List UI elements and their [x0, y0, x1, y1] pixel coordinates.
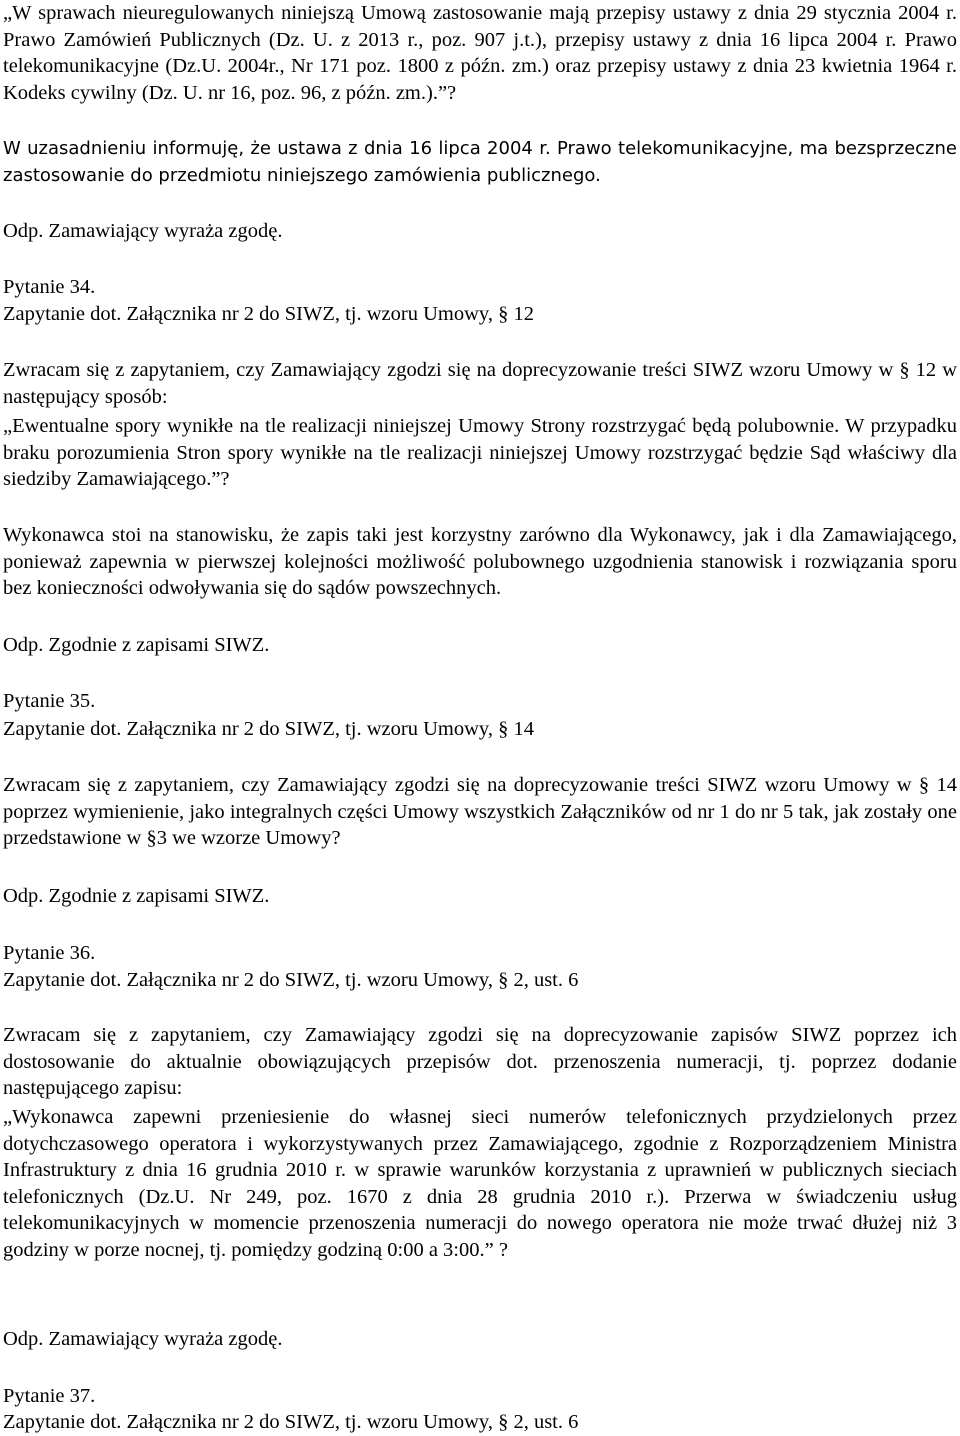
question-34-position: Wykonawca stoi na stanowisku, że zapis taki jest korzystny zarówno dla Wykonawcy, jak i dla Zamawiającego, ponieważ zapewnia w pierwszej kolejności możliwość polubownego uzgodnienia stanowisk i rozwiązania sporu bez konieczności odwoływania się do sądów powszechnych. [3, 524, 957, 599]
question-35-reference: Zapytanie dot. Załącznika nr 2 do SIWZ, tj. wzoru Umowy, § 14 [3, 718, 534, 740]
question-36-quote: „Wykonawca zapewni przeniesienie do własnej sieci numerów telefonicznych przydzielonych przez dotychczasowego operatora i wykorzystywanych przez Zamawiającego, zgodnie z Rozporządzeniem Ministra Infrastruktury z dnia 16 grudnia 2010 r. w sprawie warunków korzystania z uprawnień w publicznych sieciach telefonicznych (Dz.U. Nr 249, poz. 1670 z dnia 28 grudnia 2010 r.). Przerwa w świadczeniu usług telekomunikacyjnych w momencie przenoszenia numeracji do nowego operatora nie może trwać dłużej niż 3 godziny w porze nocnej, tj. pomiędzy godziną 0:00 a 3:00.” ? [3, 1106, 957, 1261]
answer-35: Odp. Zgodnie z zapisami SIWZ. [3, 885, 270, 907]
question-34-reference: Zapytanie dot. Załącznika nr 2 do SIWZ, tj. wzoru Umowy, § 12 [3, 303, 534, 325]
question-35-body: Zwracam się z zapytaniem, czy Zamawiający zgodzi się na doprecyzowanie treści SIWZ wzoru Umowy w § 14 poprzez wymienienie, jako integralnych części Umowy wszystkich Załączników od nr 1 do nr 5 tak, jak zostały one przedstawione w §3 we wzorze Umowy? [3, 774, 957, 849]
question-36-title: Pytanie 36. [3, 942, 96, 964]
answer-33: Odp. Zamawiający wyraża zgodę. [3, 220, 283, 242]
question-37-title: Pytanie 37. [3, 1385, 96, 1407]
question-34-title: Pytanie 34. [3, 276, 96, 298]
question-35-title: Pytanie 35. [3, 690, 96, 712]
question-34-body: Zwracam się z zapytaniem, czy Zamawiający zgodzi się na doprecyzowanie treści SIWZ wzoru Umowy w § 12 w następujący sposób: [3, 359, 957, 408]
question-34-quote: „Ewentualne spory wynikłe na tle realizacji niniejszej Umowy Strony rozstrzygać będą polubownie. W przypadku braku porozumienia Stron spory wynikłe na tle realizacji niniejszej Umowy rozstrzygać będzie Sąd właściwy dla siedziby Zamawiającego.”? [3, 415, 957, 490]
intro-paragraph: „W sprawach nieuregulowanych niniejszą Umową zastosowanie mają przepisy ustawy z dnia 29 stycznia 2004 r. Prawo Zamówień Publicznych (Dz. U. z 2013 r., poz. 907 j.t.), przepisy ustawy z dnia 16 lipca 2004 r. Prawo telekomunikacyjne (Dz.U. 2004r., Nr 171 poz. 1800 z późn. zm.) oraz przepisy ustawy z dnia 23 kwietnia 1964 r. Kodeks cywilny (Dz. U. nr 16, poz. 96, z późn. zm.).”? [3, 2, 957, 104]
answer-36: Odp. Zamawiający wyraża zgodę. [3, 1328, 283, 1350]
question-36-reference: Zapytanie dot. Załącznika nr 2 do SIWZ, tj. wzoru Umowy, § 2, ust. 6 [3, 969, 579, 991]
answer-34: Odp. Zgodnie z zapisami SIWZ. [3, 634, 270, 656]
justification-paragraph: W uzasadnieniu informuję, że ustawa z dnia 16 lipca 2004 r. Prawo telekomunikacyjne, ma bezsprzeczne zastosowanie do przedmiotu niniejszego zamówienia publicznego. [3, 138, 957, 186]
question-37-reference: Zapytanie dot. Załącznika nr 2 do SIWZ, tj. wzoru Umowy, § 2, ust. 6 [3, 1411, 579, 1433]
question-36-body: Zwracam się z zapytaniem, czy Zamawiający zgodzi się na doprecyzowanie zapisów SIWZ poprzez ich dostosowanie do aktualnie obowiązujących przepisów dot. przenoszenia numeracji, tj. poprzez dodanie następującego zapisu: [3, 1024, 957, 1099]
